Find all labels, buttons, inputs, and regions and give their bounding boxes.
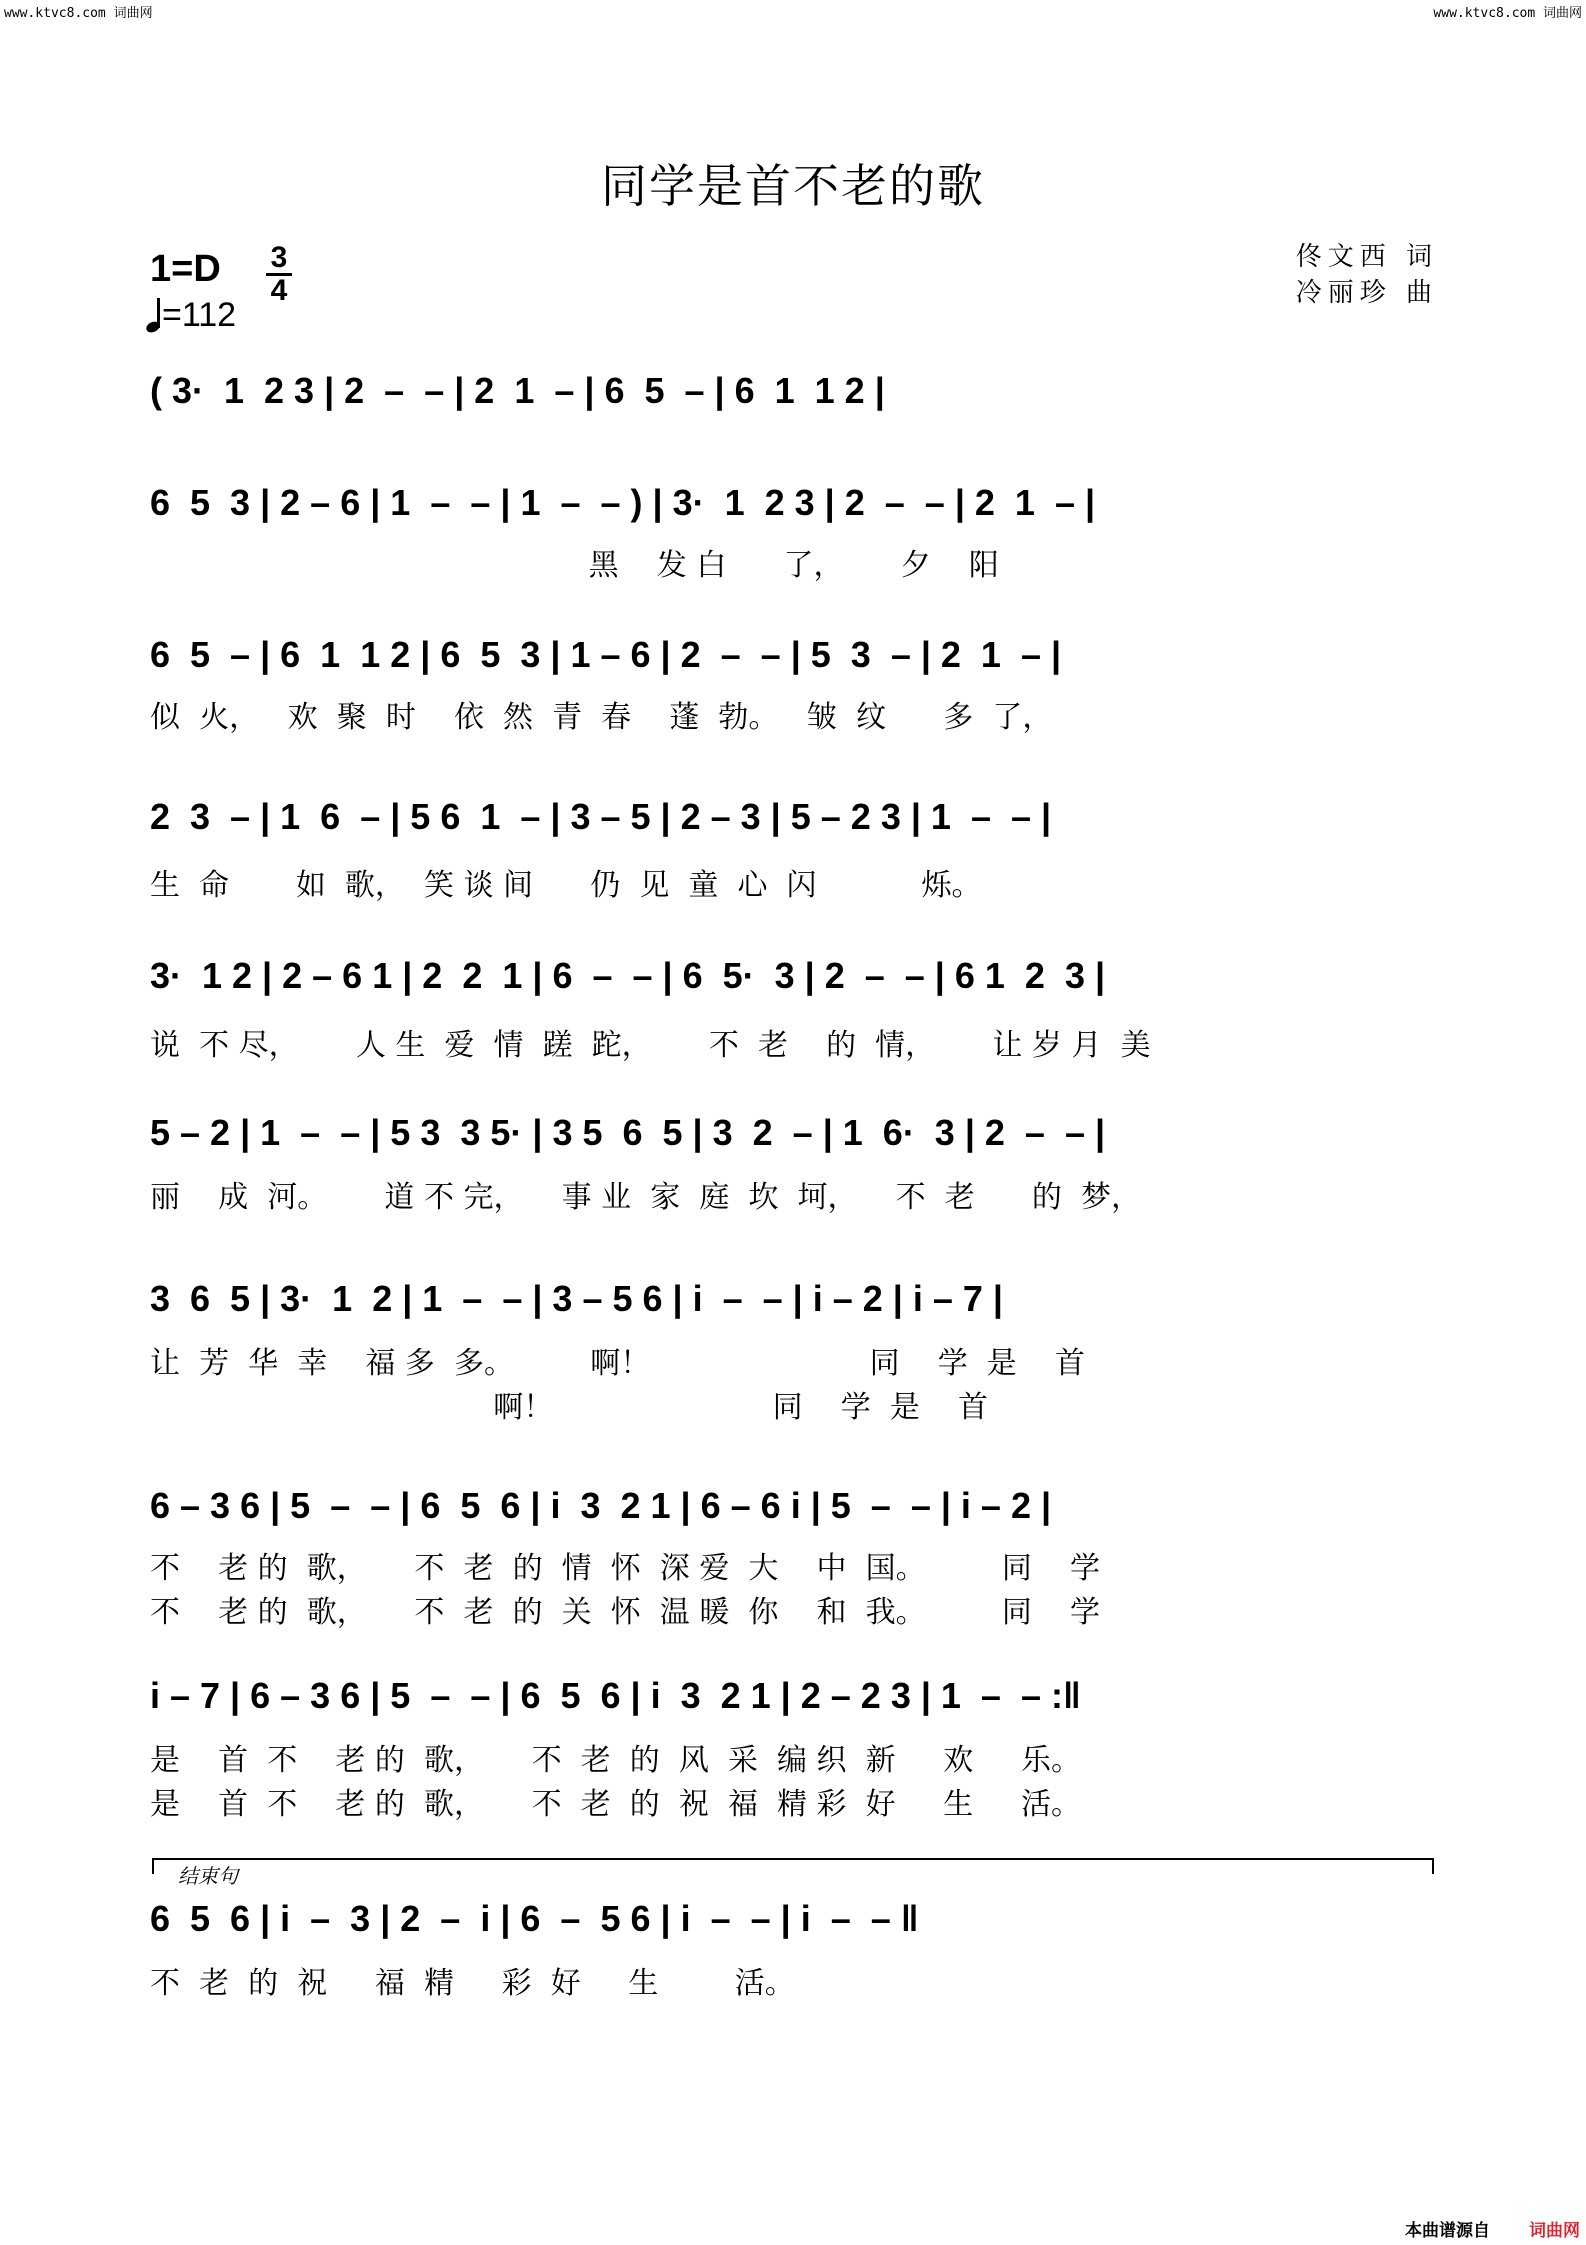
time-signature [266,241,292,307]
system-10-notes: 6 5 6 | i – 3 | 2 – i | 6 – 5 6 | i – – | i – – ‖ [150,1898,919,1939]
coda-label: 结束句 [178,1864,238,1888]
tempo-value: =112 [162,296,237,334]
system-3-notes: 6 5 – | 6 1 1 2 | 6 5 3 | 1 – 6 | 2 – – | 5 3 – | 2 1 – | [150,634,1062,675]
coda-bracket [152,1858,1434,1874]
footer-source: 本曲谱源自 [1405,2221,1490,2241]
time-signature-bottom: 4 [270,274,288,307]
system-4-notes: 2 3 – | 1 6 – | 5 6 1 – | 3 – 5 | 2 – 3 | 5 – 2 3 | 1 – – | [150,796,1052,837]
footer-brand-logo[interactable]: 词曲网 [1529,2221,1580,2241]
system-2-lyrics-1: 黑 发 白 了， 夕 阳 [150,548,999,583]
system-7-notes: 3 6 5 | 3· 1 2 | 1 – – | 3 – 5 6 | i – – | i – 2 | i – 7 | [150,1278,1003,1319]
system-9-lyrics-1: 是 首 不 老 的 歌， 不 老 的 风 采 编 织 新 欢 乐。 [150,1743,1081,1778]
system-9-lyrics-2: 是 首 不 老 的 歌， 不 老 的 祝 福 精 彩 好 生 活。 [150,1787,1081,1822]
system-7-lyrics-1: 让 芳 华 幸 福 多 多。 啊！ 同 学 是 首 [150,1346,1085,1381]
system-1-notes: ( 3· 1 2 3 | 2 – – | 2 1 – | 6 5 – | 6 1 1 2 | [150,370,885,411]
header-left: www.ktvc8.com 词曲网 [4,6,153,21]
system-9-notes: i – 7 | 6 – 3 6 | 5 – – | 6 5 6 | i 3 2 1 | 2 – 2 3 | 1 – – :‖ [150,1675,1081,1716]
key-signature: 1=D [150,248,221,290]
system-5-lyrics-1: 说 不 尽， 人 生 爱 情 蹉 跎， 不 老 的 情， 让 岁 月 美 [150,1028,1151,1063]
song-title: 同学是首不老的歌 [601,159,985,213]
system-10-lyrics-1: 不 老 的 祝 福 精 彩 好 生 活。 [150,1966,795,2001]
system-8-lyrics-2: 不 老 的 歌， 不 老 的 关 怀 温 暖 你 和 我。 同 学 [150,1595,1101,1630]
system-8-lyrics-1: 不 老 的 歌， 不 老 的 情 怀 深 爱 大 中 国。 同 学 [150,1551,1101,1586]
system-7-lyrics-2: 啊！ 同 学 是 首 [150,1390,988,1425]
quarter-note-icon [146,296,162,332]
system-6-lyrics-1: 丽 成 河。 道 不 完， 事 业 家 庭 坎 坷， 不 老 的 梦， [150,1180,1141,1215]
system-5-notes: 3· 1 2 | 2 – 6 1 | 2 2 1 | 6 – – | 6 5· 3 | 2 – – | 6 1 2 3 | [150,955,1106,996]
lyricist-credit: 佟文西 词 [1295,242,1438,272]
system-8-notes: 6 – 3 6 | 5 – – | 6 5 6 | i 3 2 1 | 6 – 6 i | 5 – – | i – 2 | [150,1485,1052,1526]
system-4-lyrics-1: 生 命 如 歌， 笑 谈 间 仍 见 童 心 闪 烁。 [150,868,982,903]
system-3-lyrics-1: 似 火， 欢 聚 时 依 然 青 春 蓬 勃。 皱 纹 多 了， [150,700,1053,735]
header-right: www.ktvc8.com 词曲网 [1433,6,1582,21]
system-6-notes: 5 – 2 | 1 – – | 5 3 3 5· | 3 5 6 5 | 3 2 – | 1 6· 3 | 2 – – | [150,1112,1106,1153]
system-2-notes: 6 5 3 | 2 – 6 | 1 – – | 1 – – ) | 3· 1 2 3 | 2 – – | 2 1 – | [150,482,1096,523]
tempo-marking [146,296,236,335]
composer-credit: 冷丽珍 曲 [1295,278,1438,308]
time-signature-top: 3 [270,241,288,274]
